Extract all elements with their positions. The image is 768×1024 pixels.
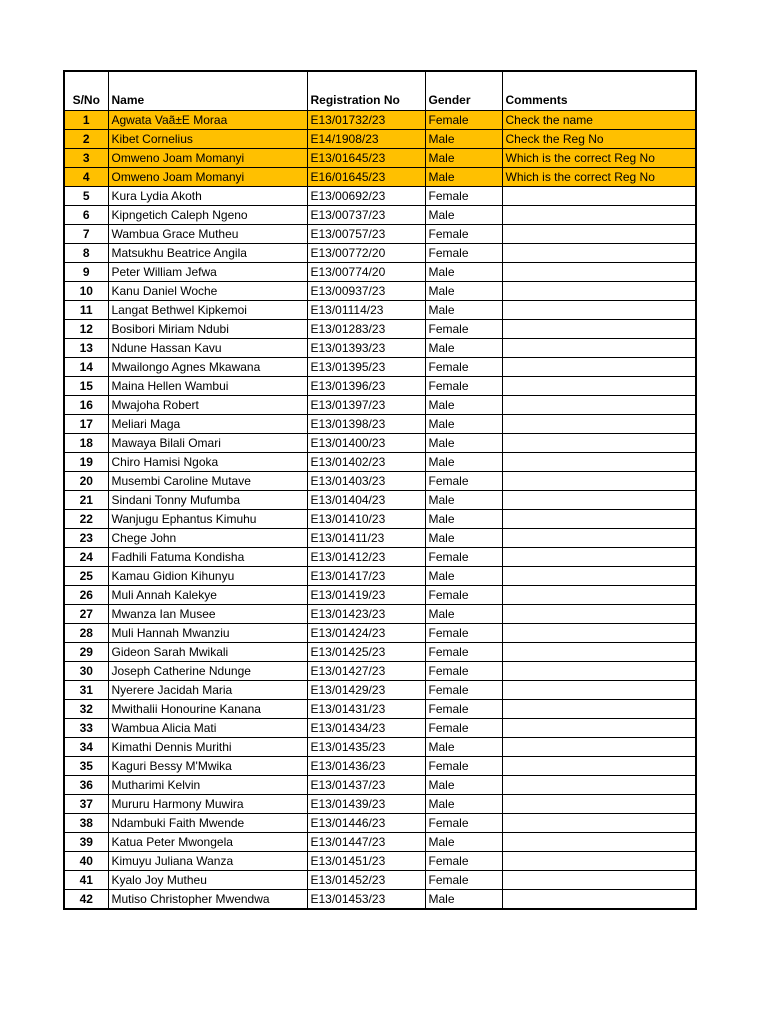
table-row <box>64 586 696 605</box>
cell-gender[interactable]: Female <box>425 871 502 890</box>
cell-sno[interactable]: 24 <box>64 548 108 567</box>
cell-gender[interactable]: Female <box>425 814 502 833</box>
cell-name[interactable]: Kibet Cornelius <box>108 130 307 149</box>
cell-comments[interactable] <box>502 434 696 453</box>
cell-sno[interactable]: 38 <box>64 814 108 833</box>
cell-name[interactable]: Omweno Joam Momanyi <box>108 168 307 187</box>
cell-gender[interactable]: Female <box>425 358 502 377</box>
cell-comments[interactable] <box>502 225 696 244</box>
cell-registration-no[interactable]: E13/01732/23 <box>307 111 425 130</box>
cell-sno[interactable]: 28 <box>64 624 108 643</box>
cell-gender[interactable]: Male <box>425 510 502 529</box>
cell-comments[interactable] <box>502 738 696 757</box>
cell-name[interactable]: Mwanza Ian Musee <box>108 605 307 624</box>
cell-comments[interactable]: Which is the correct Reg No <box>502 149 696 168</box>
cell-sno[interactable]: 22 <box>64 510 108 529</box>
table-row <box>64 339 696 358</box>
cell-registration-no[interactable]: E13/01427/23 <box>307 662 425 681</box>
cell-comments[interactable] <box>502 510 696 529</box>
cell-registration-no[interactable]: E13/01437/23 <box>307 776 425 795</box>
cell-gender[interactable]: Male <box>425 567 502 586</box>
cell-registration-no[interactable]: E13/01453/23 <box>307 890 425 910</box>
cell-comments[interactable] <box>502 700 696 719</box>
cell-comments[interactable] <box>502 529 696 548</box>
table-row <box>64 567 696 586</box>
cell-comments[interactable] <box>502 719 696 738</box>
cell-registration-no[interactable]: E13/01435/23 <box>307 738 425 757</box>
cell-sno[interactable]: 37 <box>64 795 108 814</box>
cell-gender[interactable]: Female <box>425 586 502 605</box>
cell-name[interactable]: Chiro Hamisi Ngoka <box>108 453 307 472</box>
cell-registration-no[interactable]: E13/01429/23 <box>307 681 425 700</box>
cell-registration-no[interactable]: E13/01417/23 <box>307 567 425 586</box>
cell-comments[interactable] <box>502 624 696 643</box>
cell-sno[interactable]: 35 <box>64 757 108 776</box>
cell-gender[interactable]: Male <box>425 890 502 910</box>
cell-gender[interactable]: Female <box>425 111 502 130</box>
cell-comments[interactable] <box>502 852 696 871</box>
cell-sno[interactable]: 32 <box>64 700 108 719</box>
cell-sno[interactable]: 12 <box>64 320 108 339</box>
cell-name[interactable]: Mururu Harmony Muwira <box>108 795 307 814</box>
cell-gender[interactable]: Male <box>425 168 502 187</box>
cell-sno[interactable]: 31 <box>64 681 108 700</box>
cell-gender[interactable]: Female <box>425 681 502 700</box>
cell-gender[interactable]: Female <box>425 472 502 491</box>
cell-sno[interactable]: 20 <box>64 472 108 491</box>
cell-name[interactable]: Kaguri Bessy M'Mwika <box>108 757 307 776</box>
cell-registration-no[interactable]: E13/01451/23 <box>307 852 425 871</box>
cell-comments[interactable] <box>502 795 696 814</box>
cell-gender[interactable]: Female <box>425 320 502 339</box>
table-header <box>64 71 696 111</box>
cell-sno[interactable]: 6 <box>64 206 108 225</box>
table-row <box>64 206 696 225</box>
cell-name[interactable]: Mutiso Christopher Mwendwa <box>108 890 307 910</box>
table-row <box>64 757 696 776</box>
cell-sno[interactable]: 3 <box>64 149 108 168</box>
cell-registration-no[interactable]: E13/01452/23 <box>307 871 425 890</box>
table-row <box>64 130 696 149</box>
cell-comments[interactable] <box>502 282 696 301</box>
cell-comments[interactable] <box>502 263 696 282</box>
cell-sno[interactable]: 39 <box>64 833 108 852</box>
cell-registration-no[interactable]: E13/00774/20 <box>307 263 425 282</box>
student-registration-table <box>63 70 697 910</box>
cell-registration-no[interactable]: E13/01400/23 <box>307 434 425 453</box>
table-row <box>64 453 696 472</box>
cell-name[interactable]: Musembi Caroline Mutave <box>108 472 307 491</box>
cell-gender[interactable]: Female <box>425 377 502 396</box>
cell-name[interactable]: Mwajoha Robert <box>108 396 307 415</box>
cell-gender[interactable]: Male <box>425 149 502 168</box>
cell-comments[interactable] <box>502 339 696 358</box>
cell-gender[interactable]: Female <box>425 643 502 662</box>
cell-registration-no[interactable]: E13/01419/23 <box>307 586 425 605</box>
cell-sno[interactable]: 16 <box>64 396 108 415</box>
cell-name[interactable]: Ndune Hassan Kavu <box>108 339 307 358</box>
cell-registration-no[interactable]: E13/00772/20 <box>307 244 425 263</box>
cell-comments[interactable] <box>502 605 696 624</box>
cell-registration-no[interactable]: E13/01412/23 <box>307 548 425 567</box>
cell-registration-no[interactable]: E13/01424/23 <box>307 624 425 643</box>
cell-name[interactable]: Peter William Jefwa <box>108 263 307 282</box>
cell-name[interactable]: Kimuyu Juliana Wanza <box>108 852 307 871</box>
cell-sno[interactable]: 36 <box>64 776 108 795</box>
cell-sno[interactable]: 40 <box>64 852 108 871</box>
cell-registration-no[interactable]: E13/01436/23 <box>307 757 425 776</box>
table-row <box>64 491 696 510</box>
cell-registration-no[interactable]: E14/1908/23 <box>307 130 425 149</box>
cell-sno[interactable]: 7 <box>64 225 108 244</box>
cell-comments[interactable]: Which is the correct Reg No <box>502 168 696 187</box>
cell-comments[interactable] <box>502 491 696 510</box>
cell-registration-no[interactable]: E13/01425/23 <box>307 643 425 662</box>
cell-registration-no[interactable]: E13/01403/23 <box>307 472 425 491</box>
cell-sno[interactable]: 26 <box>64 586 108 605</box>
table-row <box>64 776 696 795</box>
cell-registration-no[interactable]: E13/01393/23 <box>307 339 425 358</box>
cell-sno[interactable]: 11 <box>64 301 108 320</box>
cell-comments[interactable] <box>502 890 696 910</box>
cell-comments[interactable] <box>502 244 696 263</box>
table-row <box>64 833 696 852</box>
cell-comments[interactable] <box>502 871 696 890</box>
table-row <box>64 814 696 833</box>
header-gender[interactable]: Gender <box>425 71 502 111</box>
cell-registration-no[interactable]: E13/01410/23 <box>307 510 425 529</box>
cell-comments[interactable] <box>502 776 696 795</box>
cell-sno[interactable]: 5 <box>64 187 108 206</box>
cell-name[interactable]: Kipngetich Caleph Ngeno <box>108 206 307 225</box>
cell-name[interactable]: Agwata Vaã±E Moraa <box>108 111 307 130</box>
cell-gender[interactable]: Male <box>425 795 502 814</box>
cell-sno[interactable]: 1 <box>64 111 108 130</box>
table-row <box>64 263 696 282</box>
table-row <box>64 890 696 910</box>
table-row <box>64 548 696 567</box>
cell-gender[interactable]: Male <box>425 833 502 852</box>
cell-sno[interactable]: 13 <box>64 339 108 358</box>
cell-name[interactable]: Kura Lydia Akoth <box>108 187 307 206</box>
cell-comments[interactable] <box>502 377 696 396</box>
cell-gender[interactable]: Male <box>425 434 502 453</box>
cell-comments[interactable] <box>502 643 696 662</box>
cell-sno[interactable]: 8 <box>64 244 108 263</box>
table-row <box>64 852 696 871</box>
cell-name[interactable]: Kimathi Dennis Murithi <box>108 738 307 757</box>
cell-comments[interactable] <box>502 301 696 320</box>
cell-name[interactable]: Meliari Maga <box>108 415 307 434</box>
cell-registration-no[interactable]: E13/01434/23 <box>307 719 425 738</box>
cell-sno[interactable]: 30 <box>64 662 108 681</box>
cell-name[interactable]: Bosibori Miriam Ndubi <box>108 320 307 339</box>
cell-sno[interactable]: 29 <box>64 643 108 662</box>
cell-comments[interactable] <box>502 681 696 700</box>
table-row <box>64 396 696 415</box>
header-sno[interactable]: S/No <box>64 71 108 111</box>
cell-gender[interactable]: Male <box>425 130 502 149</box>
cell-registration-no[interactable]: E13/01402/23 <box>307 453 425 472</box>
cell-name[interactable]: Wambua Grace Mutheu <box>108 225 307 244</box>
header-name[interactable]: Name <box>108 71 307 111</box>
cell-name[interactable]: Matsukhu Beatrice Angila <box>108 244 307 263</box>
table-row <box>64 605 696 624</box>
table-row <box>64 301 696 320</box>
cell-sno[interactable]: 27 <box>64 605 108 624</box>
table-row <box>64 320 696 339</box>
table-row <box>64 358 696 377</box>
cell-name[interactable]: Wambua Alicia Mati <box>108 719 307 738</box>
cell-gender[interactable]: Male <box>425 339 502 358</box>
cell-comments[interactable] <box>502 586 696 605</box>
cell-gender[interactable]: Female <box>425 757 502 776</box>
cell-sno[interactable]: 42 <box>64 890 108 910</box>
cell-gender[interactable]: Male <box>425 415 502 434</box>
cell-comments[interactable]: Check the Reg No <box>502 130 696 149</box>
cell-name[interactable]: Katua Peter Mwongela <box>108 833 307 852</box>
cell-sno[interactable]: 21 <box>64 491 108 510</box>
table-row <box>64 624 696 643</box>
cell-gender[interactable]: Male <box>425 491 502 510</box>
cell-registration-no[interactable]: E13/01439/23 <box>307 795 425 814</box>
cell-comments[interactable] <box>502 567 696 586</box>
cell-registration-no[interactable]: E13/01395/23 <box>307 358 425 377</box>
table-row <box>64 472 696 491</box>
cell-comments[interactable] <box>502 358 696 377</box>
cell-name[interactable]: Joseph Catherine Ndunge <box>108 662 307 681</box>
cell-gender[interactable]: Male <box>425 396 502 415</box>
cell-registration-no[interactable]: E13/00937/23 <box>307 282 425 301</box>
table-row <box>64 738 696 757</box>
table-row <box>64 377 696 396</box>
cell-name[interactable]: Wanjugu Ephantus Kimuhu <box>108 510 307 529</box>
cell-gender[interactable]: Female <box>425 187 502 206</box>
cell-sno[interactable]: 34 <box>64 738 108 757</box>
cell-registration-no[interactable]: E13/01411/23 <box>307 529 425 548</box>
cell-name[interactable]: Sindani Tonny Mufumba <box>108 491 307 510</box>
cell-name[interactable]: Muli Hannah Mwanziu <box>108 624 307 643</box>
table-row <box>64 168 696 187</box>
cell-gender[interactable]: Female <box>425 719 502 738</box>
cell-registration-no[interactable]: E13/01447/23 <box>307 833 425 852</box>
cell-sno[interactable]: 15 <box>64 377 108 396</box>
cell-registration-no[interactable]: E16/01645/23 <box>307 168 425 187</box>
cell-gender[interactable]: Male <box>425 738 502 757</box>
table-body <box>64 111 696 910</box>
table-row <box>64 643 696 662</box>
cell-comments[interactable]: Check the name <box>502 111 696 130</box>
cell-comments[interactable] <box>502 757 696 776</box>
table-row <box>64 719 696 738</box>
cell-registration-no[interactable]: E13/01431/23 <box>307 700 425 719</box>
cell-sno[interactable]: 33 <box>64 719 108 738</box>
cell-comments[interactable] <box>502 415 696 434</box>
cell-sno[interactable]: 2 <box>64 130 108 149</box>
cell-name[interactable]: Fadhili Fatuma Kondisha <box>108 548 307 567</box>
cell-gender[interactable]: Male <box>425 282 502 301</box>
cell-sno[interactable]: 23 <box>64 529 108 548</box>
table-row <box>64 700 696 719</box>
cell-gender[interactable]: Female <box>425 700 502 719</box>
cell-gender[interactable]: Female <box>425 548 502 567</box>
cell-registration-no[interactable]: E13/01397/23 <box>307 396 425 415</box>
cell-name[interactable]: Mawaya Bilali Omari <box>108 434 307 453</box>
cell-registration-no[interactable]: E13/01423/23 <box>307 605 425 624</box>
cell-name[interactable]: Mwithalii Honourine Kanana <box>108 700 307 719</box>
cell-name[interactable]: Mutharimi Kelvin <box>108 776 307 795</box>
cell-comments[interactable] <box>502 814 696 833</box>
cell-comments[interactable] <box>502 833 696 852</box>
cell-gender[interactable]: Male <box>425 776 502 795</box>
cell-comments[interactable] <box>502 472 696 491</box>
cell-registration-no[interactable]: E13/01398/23 <box>307 415 425 434</box>
cell-name[interactable]: Mwailongo Agnes Mkawana <box>108 358 307 377</box>
cell-name[interactable]: Muli Annah Kalekye <box>108 586 307 605</box>
table-row <box>64 225 696 244</box>
cell-comments[interactable] <box>502 320 696 339</box>
cell-sno[interactable]: 17 <box>64 415 108 434</box>
cell-gender[interactable]: Male <box>425 605 502 624</box>
table-row <box>64 434 696 453</box>
cell-name[interactable]: Maina Hellen Wambui <box>108 377 307 396</box>
cell-sno[interactable]: 14 <box>64 358 108 377</box>
table-row <box>64 871 696 890</box>
cell-registration-no[interactable]: E13/01396/23 <box>307 377 425 396</box>
cell-name[interactable]: Chege John <box>108 529 307 548</box>
cell-comments[interactable] <box>502 548 696 567</box>
cell-gender[interactable]: Female <box>425 244 502 263</box>
table-row <box>64 187 696 206</box>
cell-sno[interactable]: 10 <box>64 282 108 301</box>
table-row <box>64 681 696 700</box>
cell-comments[interactable] <box>502 453 696 472</box>
cell-sno[interactable]: 25 <box>64 567 108 586</box>
header-row <box>64 71 696 111</box>
cell-comments[interactable] <box>502 396 696 415</box>
cell-sno[interactable]: 18 <box>64 434 108 453</box>
cell-comments[interactable] <box>502 187 696 206</box>
cell-name[interactable]: Kamau Gidion Kihunyu <box>108 567 307 586</box>
cell-registration-no[interactable]: E13/00757/23 <box>307 225 425 244</box>
cell-name[interactable]: Omweno Joam Momanyi <box>108 149 307 168</box>
cell-name[interactable]: Ndambuki Faith Mwende <box>108 814 307 833</box>
cell-gender[interactable]: Male <box>425 206 502 225</box>
cell-gender[interactable]: Female <box>425 225 502 244</box>
cell-gender[interactable]: Female <box>425 852 502 871</box>
cell-registration-no[interactable]: E13/01114/23 <box>307 301 425 320</box>
cell-gender[interactable]: Male <box>425 529 502 548</box>
cell-gender[interactable]: Female <box>425 624 502 643</box>
table-row <box>64 662 696 681</box>
cell-name[interactable]: Kyalo Joy Mutheu <box>108 871 307 890</box>
cell-registration-no[interactable]: E13/01283/23 <box>307 320 425 339</box>
cell-sno[interactable]: 9 <box>64 263 108 282</box>
cell-registration-no[interactable]: E13/01645/23 <box>307 149 425 168</box>
cell-registration-no[interactable]: E13/01446/23 <box>307 814 425 833</box>
header-comments[interactable]: Comments <box>502 71 696 111</box>
cell-registration-no[interactable]: E13/01404/23 <box>307 491 425 510</box>
cell-registration-no[interactable]: E13/00692/23 <box>307 187 425 206</box>
cell-gender[interactable]: Male <box>425 263 502 282</box>
cell-sno[interactable]: 4 <box>64 168 108 187</box>
cell-sno[interactable]: 41 <box>64 871 108 890</box>
table-row <box>64 795 696 814</box>
cell-name[interactable]: Langat Bethwel Kipkemoi <box>108 301 307 320</box>
cell-sno[interactable]: 19 <box>64 453 108 472</box>
cell-name[interactable]: Gideon Sarah Mwikali <box>108 643 307 662</box>
table-row <box>64 282 696 301</box>
cell-comments[interactable] <box>502 206 696 225</box>
table-row <box>64 415 696 434</box>
cell-registration-no[interactable]: E13/00737/23 <box>307 206 425 225</box>
cell-gender[interactable]: Male <box>425 453 502 472</box>
table-row <box>64 111 696 130</box>
cell-gender[interactable]: Male <box>425 301 502 320</box>
cell-gender[interactable]: Female <box>425 662 502 681</box>
header-registration-no[interactable]: Registration No <box>307 71 425 111</box>
cell-name[interactable]: Nyerere Jacidah Maria <box>108 681 307 700</box>
table-row <box>64 510 696 529</box>
table-row <box>64 529 696 548</box>
table-row <box>64 244 696 263</box>
table-row <box>64 149 696 168</box>
cell-name[interactable]: Kanu Daniel Woche <box>108 282 307 301</box>
cell-comments[interactable] <box>502 662 696 681</box>
